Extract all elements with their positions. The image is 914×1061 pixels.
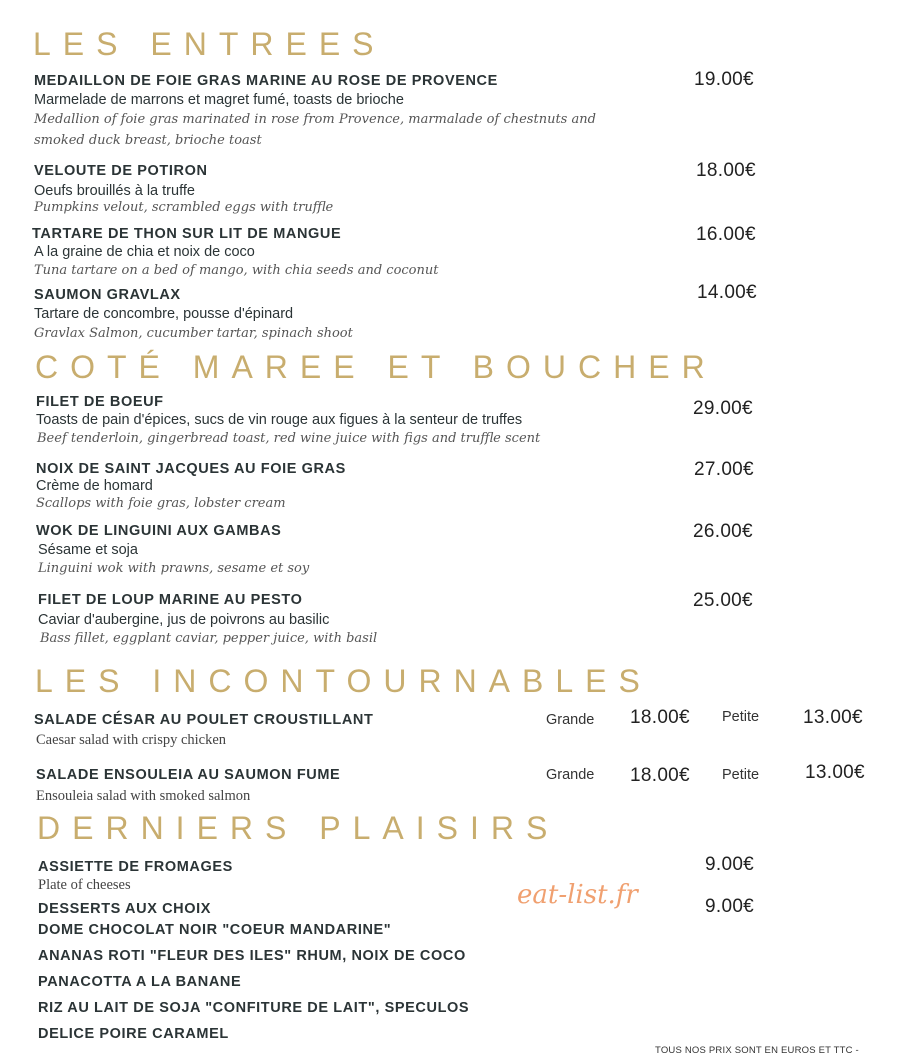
dish-name: SAUMON GRAVLAX bbox=[34, 287, 181, 303]
dish-description-fr: A la graine de chia et noix de coco bbox=[34, 244, 255, 260]
dish-price: 18.00€ bbox=[696, 160, 756, 181]
dish-description-fr: Toasts de pain d'épices, sucs de vin rouge aux figues à la senteur de truffes bbox=[36, 412, 523, 428]
dish-description-en: Linguini wok with prawns, sesame et soy bbox=[38, 561, 310, 576]
dish-name: MEDAILLON DE FOIE GRAS MARINE AU ROSE DE PROVENCE bbox=[34, 73, 498, 89]
size-label-grande: Grande bbox=[546, 767, 595, 783]
dessert-item: RIZ AU LAIT DE SOJA "CONFITURE DE LAIT", SPECULOS bbox=[38, 1000, 470, 1016]
dish-name: SALADE CÉSAR AU POULET CROUSTILLANT bbox=[34, 712, 374, 728]
dish-description-en: Pumpkins velout, scrambled eggs with truffle bbox=[34, 200, 334, 215]
dish-name: VELOUTE DE POTIRON bbox=[34, 163, 208, 179]
footer-note: TOUS NOS PRIX SONT EN EUROS ET TTC - bbox=[655, 1045, 859, 1056]
dish-description-fr: Sésame et soja bbox=[38, 542, 138, 558]
dish-name: TARTARE DE THON SUR LIT DE MANGUE bbox=[32, 226, 342, 242]
dish-description-fr: Crème de homard bbox=[36, 478, 153, 494]
dish-price-petite: 13.00€ bbox=[805, 762, 865, 783]
dish-price: 16.00€ bbox=[696, 224, 756, 245]
dish-name: FILET DE BOEUF bbox=[36, 394, 164, 410]
dish-description-en: Tuna tartare on a bed of mango, with chia seeds and coconut bbox=[34, 263, 439, 278]
size-label-petite: Petite bbox=[722, 709, 760, 725]
dish-description-en: Medallion of foie gras marinated in rose from Provence, marmalade of chestnuts and bbox=[34, 112, 596, 127]
section-title-incontournables: LES INCONTOURNABLES bbox=[35, 663, 652, 699]
dish-price: 9.00€ bbox=[705, 896, 755, 917]
dish-price: 25.00€ bbox=[693, 590, 753, 611]
dish-name: NOIX DE SAINT JACQUES AU FOIE GRAS bbox=[36, 461, 346, 477]
dish-description-en: smoked duck breast, brioche toast bbox=[34, 133, 262, 148]
dessert-item: ANANAS ROTI "FLEUR DES ILES" RHUM, NOIX DE COCO bbox=[38, 948, 466, 964]
dish-price: 26.00€ bbox=[693, 521, 753, 542]
section-title-maree: COTÉ MAREE ET BOUCHER bbox=[35, 349, 717, 385]
dessert-item: DELICE POIRE CARAMEL bbox=[38, 1026, 229, 1042]
dessert-item: DOME CHOCOLAT NOIR "COEUR MANDARINE" bbox=[38, 922, 392, 938]
watermark: eat-list.fr bbox=[517, 880, 638, 910]
dish-description-en: Scallops with foie gras, lobster cream bbox=[36, 496, 286, 511]
dish-description-en: Plate of cheeses bbox=[38, 877, 131, 893]
dish-price: 19.00€ bbox=[694, 69, 754, 90]
dish-description-fr: Marmelade de marrons et magret fumé, toasts de brioche bbox=[34, 92, 404, 108]
dish-price: 27.00€ bbox=[694, 459, 754, 480]
dessert-item: PANACOTTA A LA BANANE bbox=[38, 974, 242, 990]
dish-description-en: Bass fillet, eggplant caviar, pepper juice, with basil bbox=[40, 631, 378, 646]
size-label-grande: Grande bbox=[546, 712, 595, 728]
dish-price-petite: 13.00€ bbox=[803, 707, 863, 728]
dish-name: ASSIETTE DE FROMAGES bbox=[38, 859, 233, 875]
dish-name: SALADE ENSOULEIA AU SAUMON FUME bbox=[36, 767, 341, 783]
dish-price: 29.00€ bbox=[693, 398, 753, 419]
dish-price-grande: 18.00€ bbox=[630, 707, 690, 728]
dish-description-en: Beef tenderloin, gingerbread toast, red wine juice with figs and truffle scent bbox=[37, 431, 541, 446]
dish-description-fr: Oeufs brouillés à la truffe bbox=[34, 183, 195, 199]
dish-price: 9.00€ bbox=[705, 854, 755, 875]
dish-name: FILET DE LOUP MARINE AU PESTO bbox=[38, 592, 303, 608]
dish-description-fr: Caviar d'aubergine, jus de poivrons au basilic bbox=[38, 612, 330, 628]
dish-description-en: Gravlax Salmon, cucumber tartar, spinach shoot bbox=[34, 326, 353, 341]
dish-name: WOK DE LINGUINI AUX GAMBAS bbox=[36, 523, 282, 539]
dish-description-en: Ensouleia salad with smoked salmon bbox=[36, 788, 251, 804]
dish-price: 14.00€ bbox=[697, 282, 757, 303]
dish-description-en: Caesar salad with crispy chicken bbox=[36, 732, 227, 748]
section-title-entrees: LES ENTREES bbox=[33, 26, 386, 62]
section-title-plaisirs: DERNIERS PLAISIRS bbox=[37, 810, 560, 846]
dish-description-fr: Tartare de concombre, pousse d'épinard bbox=[34, 306, 294, 322]
size-label-petite: Petite bbox=[722, 767, 760, 783]
dish-name: DESSERTS AUX CHOIX bbox=[38, 901, 212, 917]
dish-price-grande: 18.00€ bbox=[630, 765, 690, 786]
